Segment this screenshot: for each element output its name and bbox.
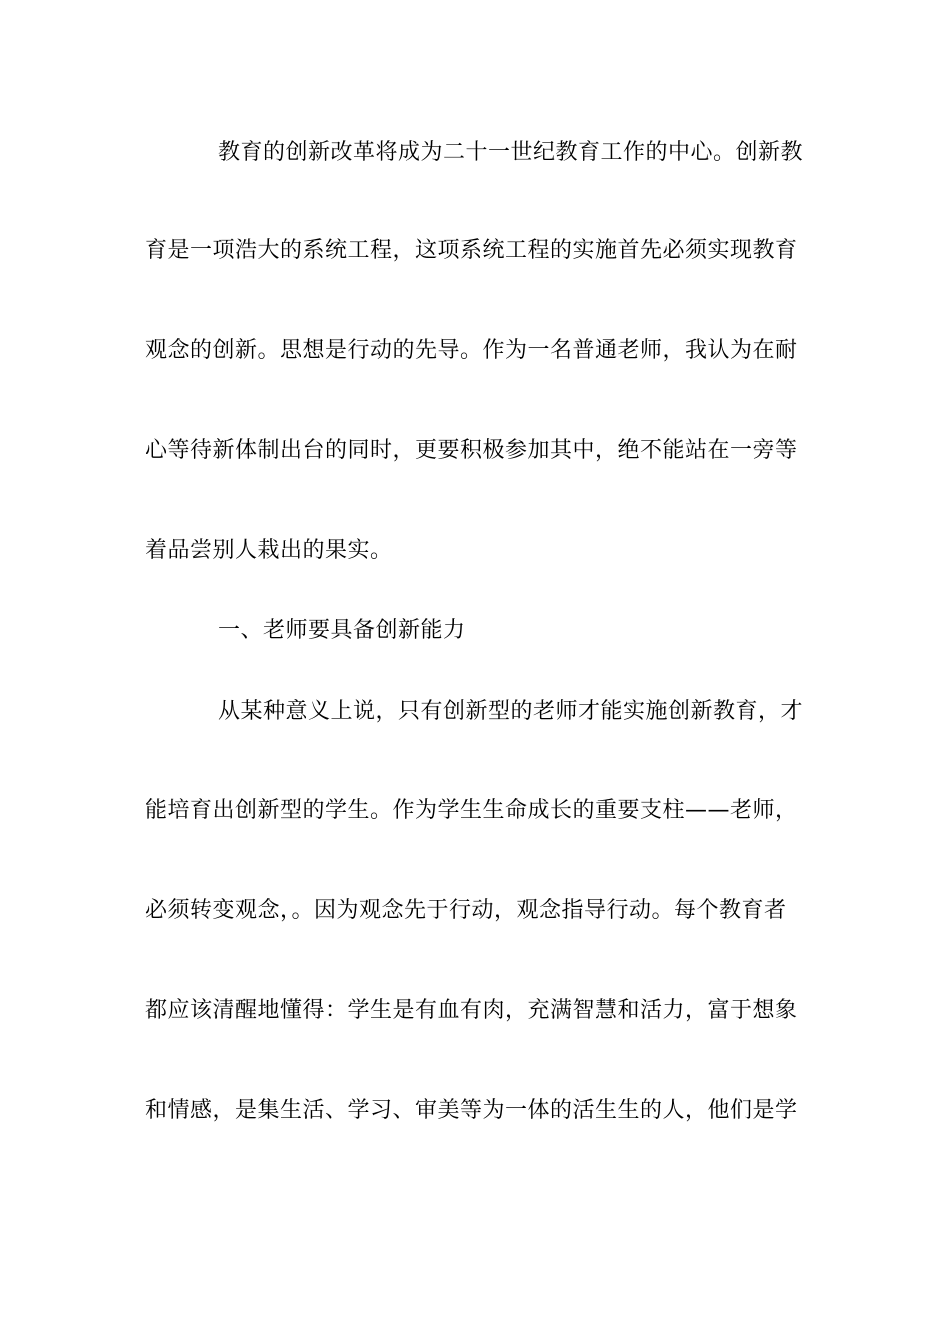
paragraph-2-line-4: 都应该清醒地懂得：学生是有血有肉，充满智慧和活力，富于想象 <box>145 998 798 1023</box>
paragraph-2-line-3: 必须转变观念，。因为观念先于行动，观念指导行动。每个教育者 <box>145 898 787 923</box>
paragraph-1-line-3: 观念的创新。思想是行动的先导。作为一名普通老师，我认为在耐 <box>145 338 798 363</box>
paragraph-1-line-4: 心等待新体制出台的同时，更要积极参加其中，绝不能站在一旁等 <box>145 438 798 463</box>
paragraph-1-line-2: 育是一项浩大的系统工程，这项系统工程的实施首先必须实现教育 <box>145 238 798 263</box>
paragraph-1-line-1: 教育的创新改革将成为二十一世纪教育工作的中心。创新教 <box>218 140 804 165</box>
paragraph-2-line-5: 和情感，是集生活、学习、审美等为一体的活生生的人，他们是学 <box>145 1098 798 1123</box>
section-heading-1: 一、老师要具备创新能力 <box>218 618 466 643</box>
paragraph-2-line-2: 能培育出创新型的学生。作为学生生命成长的重要支柱——老师， <box>145 798 798 823</box>
paragraph-2-line-1: 从某种意义上说，只有创新型的老师才能实施创新教育，才 <box>218 699 804 724</box>
paragraph-1-line-5: 着品尝别人栽出的果实。 <box>145 538 393 563</box>
